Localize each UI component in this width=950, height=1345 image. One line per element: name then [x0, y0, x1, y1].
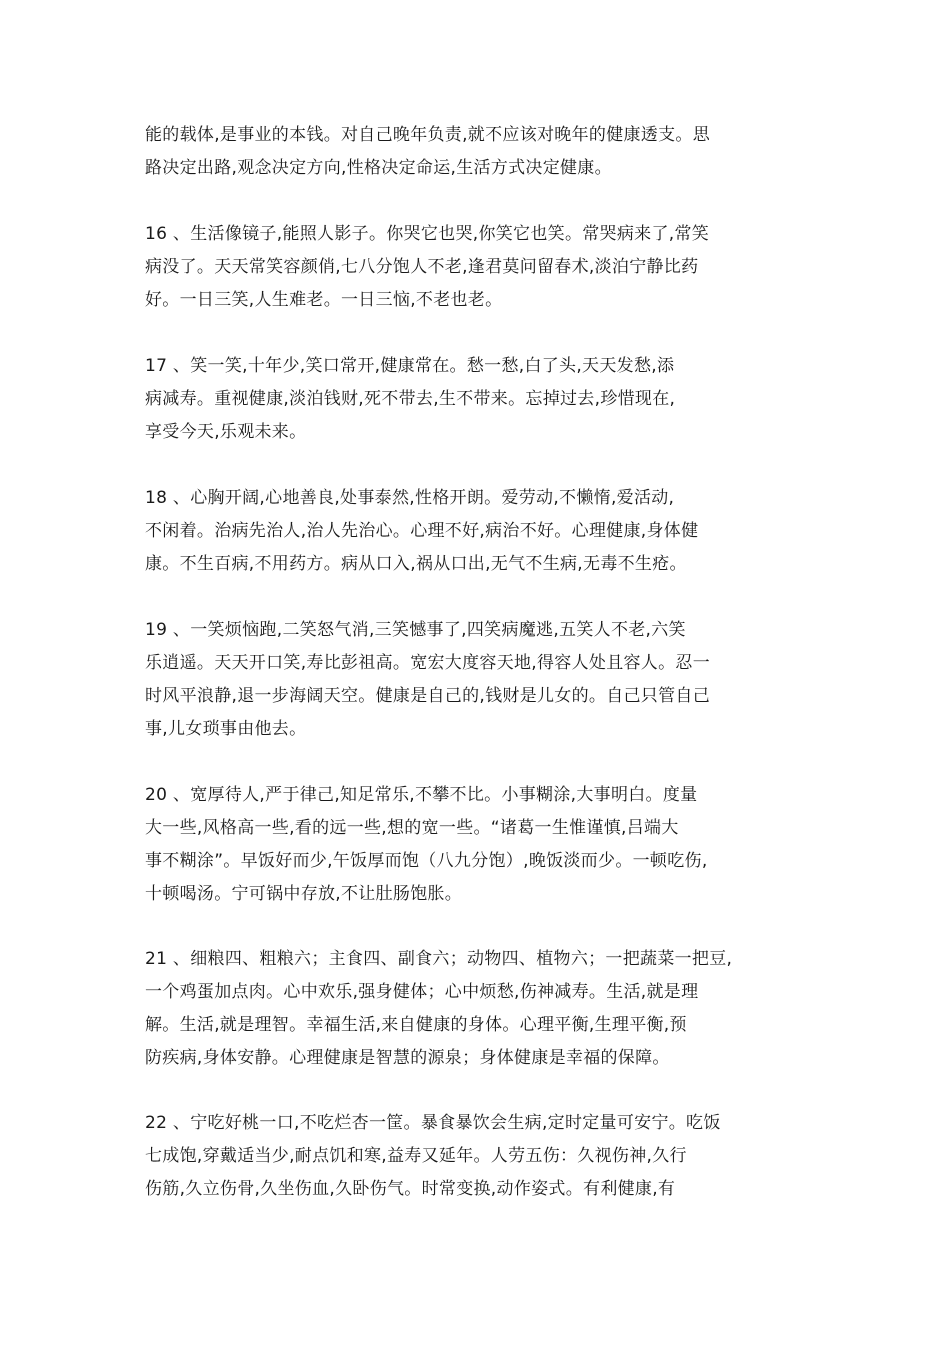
text-line: 乐逍遥。天天开口笑,寿比彭祖高。宽宏大度容天地,得容人处且容人。忍一 [145, 653, 711, 673]
text-line: 18 、心胸开阔,心地善良,处事泰然,性格开朗。爱劳动,不懒惰,爱活动, [145, 488, 675, 508]
text-line: 十顿喝汤。宁可锅中存放,不让肚肠饱胀。 [145, 884, 463, 904]
text-line: 16 、生活像镜子,能照人影子。你哭它也哭,你笑它也笑。常哭病来了,常笑 [145, 224, 710, 244]
text-line: 事不糊涂”。早饭好而少,午饭厚而饱（八九分饱）,晚饭淡而少。一顿吃伤, [145, 851, 708, 871]
text-line: 17 、笑一笑,十年少,笑口常开,健康常在。愁一愁,白了头,天天发愁,添 [145, 356, 675, 376]
text-line: 七成饱,穿戴适当少,耐点饥和寒,益寿又延年。人劳五伤：久视伤神,久行 [145, 1146, 687, 1166]
text-line: 时风平浪静,退一步海阔天空。健康是自己的,钱财是儿女的。自己只管自己 [145, 686, 711, 706]
text-line: 解。生活,就是理智。幸福生活,来自健康的身体。心理平衡,生理平衡,预 [145, 1015, 687, 1035]
text-line: 好。一日三笑,人生难老。一日三恼,不老也老。 [145, 290, 503, 310]
paragraph-20 [145, 779, 785, 911]
text-line: 大一些,风格高一些,看的远一些,想的宽一些。“诸葛一生惟谨慎,吕端大 [145, 818, 679, 838]
paragraph-16 [145, 218, 785, 317]
paragraph-18 [145, 482, 785, 581]
text-line: 康。不生百病,不用药方。病从口入,祸从口出,无气不生病,无毒不生疮。 [145, 554, 687, 574]
text-line: 伤筋,久立伤骨,久坐伤血,久卧伤气。时常变换,动作姿式。有利健康,有 [145, 1179, 676, 1199]
text-line: 享受今天,乐观未来。 [145, 422, 307, 442]
paragraph-21 [145, 943, 785, 1075]
text-line: 能的载体,是事业的本钱。对自己晚年负责,就不应该对晚年的健康透支。思 [145, 125, 711, 145]
text-line: 病没了。天天常笑容颜俏,七八分饱人不老,逢君莫问留春术,淡泊宁静比药 [145, 257, 699, 277]
text-line: 一个鸡蛋加点肉。心中欢乐,强身健体；心中烦愁,伤神减寿。生活,就是理 [145, 982, 699, 1002]
text-line: 20 、宽厚待人,严于律己,知足常乐,不攀不比。小事糊涂,大事明白。度量 [145, 785, 698, 805]
paragraph-19 [145, 614, 785, 746]
text-line: 不闲着。治病先治人,治人先治心。心理不好,病治不好。心理健康,身体健 [145, 521, 699, 541]
paragraph-17 [145, 350, 785, 449]
text-line: 19 、一笑烦恼跑,二笑怒气消,三笑憾事了,四笑病魔逃,五笑人不老,六笑 [145, 620, 686, 640]
text-line: 病减寿。重视健康,淡泊钱财,死不带去,生不带来。忘掉过去,珍惜现在, [145, 389, 676, 409]
text-line: 21 、细粮四、粗粮六；主食四、副食六；动物四、植物六；一把蔬菜一把豆, [145, 949, 733, 969]
paragraph-22 [145, 1107, 785, 1206]
text-line: 事,儿女琐事由他去。 [145, 719, 307, 739]
paragraph-continuation [145, 119, 785, 185]
text-line: 防疾病,身体安静。心理健康是智慧的源泉；身体健康是幸福的保障。 [145, 1048, 670, 1068]
text-line: 路决定出路,观念决定方向,性格决定命运,生活方式决定健康。 [145, 158, 612, 178]
text-line: 22 、宁吃好桃一口,不吃烂杏一筐。暴食暴饮会生病,定时定量可安宁。吃饭 [145, 1113, 721, 1133]
